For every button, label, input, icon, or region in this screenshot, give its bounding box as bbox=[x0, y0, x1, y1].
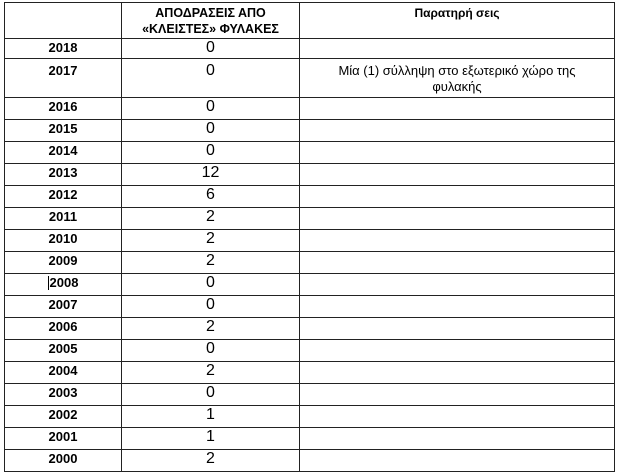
escapes-count-cell: 6 bbox=[122, 186, 300, 208]
escapes-count-cell: 1 bbox=[122, 428, 300, 450]
escapes-header-line-2: «ΚΛΕΙΣΤΕΣ» ΦΥΛΑΚΕΣ bbox=[142, 22, 279, 36]
year-value: 2009 bbox=[48, 253, 78, 268]
remarks-cell bbox=[300, 384, 615, 406]
table-row bbox=[5, 296, 615, 318]
remarks-cell bbox=[300, 362, 615, 384]
year-cell bbox=[5, 318, 122, 340]
remarks-cell bbox=[300, 296, 615, 318]
year-value: 2002 bbox=[48, 407, 78, 422]
remarks-cell bbox=[300, 186, 615, 208]
year-cell bbox=[5, 362, 122, 384]
year-cell bbox=[5, 274, 122, 296]
year-cell bbox=[5, 406, 122, 428]
remarks-cell bbox=[300, 98, 615, 120]
table-row bbox=[5, 406, 615, 428]
escapes-count-cell: 0 bbox=[122, 340, 300, 362]
table-row bbox=[5, 230, 615, 252]
year-cell bbox=[5, 98, 122, 120]
year-cell bbox=[5, 39, 122, 59]
escapes-count-cell: 0 bbox=[122, 98, 300, 120]
remarks-cell bbox=[300, 428, 615, 450]
escapes-count-cell: 0 bbox=[122, 120, 300, 142]
year-value: 2004 bbox=[48, 363, 78, 378]
table-row bbox=[5, 362, 615, 384]
year-value: 2018 bbox=[48, 40, 78, 55]
table-row bbox=[5, 274, 615, 296]
escapes-count-cell: 2 bbox=[122, 230, 300, 252]
remarks-cell bbox=[300, 340, 615, 362]
escapes-count-cell: 2 bbox=[122, 362, 300, 384]
escapes-count-cell: 2 bbox=[122, 318, 300, 340]
year-cell bbox=[5, 120, 122, 142]
table-row bbox=[5, 384, 615, 406]
escapes-count-cell: 0 bbox=[122, 296, 300, 318]
remarks-cell bbox=[300, 59, 615, 98]
year-value: 2011 bbox=[48, 209, 78, 224]
escapes-count-cell: 2 bbox=[122, 208, 300, 230]
table-row bbox=[5, 450, 615, 472]
table-body bbox=[5, 39, 615, 472]
year-value: 2008 bbox=[49, 275, 79, 290]
year-value: 2010 bbox=[48, 231, 78, 246]
year-cell bbox=[5, 142, 122, 164]
prison-escapes-table bbox=[4, 2, 615, 472]
remarks-cell bbox=[300, 230, 615, 252]
remarks-line: Μία (1) σύλληψη στο εξωτερικό χώρο της bbox=[338, 63, 576, 78]
escapes-count-cell: 0 bbox=[122, 59, 300, 98]
year-cell bbox=[5, 186, 122, 208]
year-value: 2014 bbox=[48, 143, 78, 158]
table-row bbox=[5, 208, 615, 230]
year-cell bbox=[5, 340, 122, 362]
escapes-count-cell: 0 bbox=[122, 142, 300, 164]
table-row bbox=[5, 164, 615, 186]
year-value: 2017 bbox=[48, 63, 78, 78]
text-cursor bbox=[48, 276, 49, 290]
year-value: 2016 bbox=[48, 99, 78, 114]
remarks-cell bbox=[300, 142, 615, 164]
remarks-cell bbox=[300, 274, 615, 296]
year-cell bbox=[5, 428, 122, 450]
year-cell bbox=[5, 208, 122, 230]
remarks-cell bbox=[300, 120, 615, 142]
table-row bbox=[5, 142, 615, 164]
year-value: 2012 bbox=[48, 187, 78, 202]
year-value: 2003 bbox=[48, 385, 78, 400]
year-value: 2005 bbox=[48, 341, 78, 356]
year-cell bbox=[5, 296, 122, 318]
year-cell bbox=[5, 450, 122, 472]
escapes-header-line-1: ΑΠΟΔΡΑΣΕΙΣ ΑΠΟ bbox=[155, 6, 266, 20]
escapes-header bbox=[122, 3, 300, 39]
remarks-header: Παρατηρή σεις bbox=[300, 3, 615, 39]
table-row bbox=[5, 428, 615, 450]
year-value: 2001 bbox=[48, 429, 78, 444]
escapes-count-cell: 0 bbox=[122, 39, 300, 59]
table-row bbox=[5, 340, 615, 362]
remarks-line: φυλακής bbox=[432, 79, 482, 94]
remarks-cell bbox=[300, 318, 615, 340]
year-value: 2007 bbox=[48, 297, 78, 312]
table-row bbox=[5, 252, 615, 274]
year-cell bbox=[5, 384, 122, 406]
year-cell bbox=[5, 230, 122, 252]
table-row bbox=[5, 39, 615, 59]
year-value: 2000 bbox=[48, 451, 78, 466]
year-cell bbox=[5, 59, 122, 98]
year-value: 2006 bbox=[48, 319, 78, 334]
remarks-cell bbox=[300, 208, 615, 230]
year-header bbox=[5, 3, 122, 39]
escapes-count-cell: 0 bbox=[122, 274, 300, 296]
escapes-count-cell: 1 bbox=[122, 406, 300, 428]
table-row bbox=[5, 59, 615, 98]
table-row bbox=[5, 120, 615, 142]
escapes-count-cell: 2 bbox=[122, 252, 300, 274]
year-value: 2015 bbox=[48, 121, 78, 136]
escapes-count-cell: 12 bbox=[122, 164, 300, 186]
remarks-cell bbox=[300, 450, 615, 472]
year-cell bbox=[5, 252, 122, 274]
escapes-count-cell: 0 bbox=[122, 384, 300, 406]
year-cell bbox=[5, 164, 122, 186]
year-value: 2013 bbox=[48, 165, 78, 180]
escapes-count-cell: 2 bbox=[122, 450, 300, 472]
remarks-cell bbox=[300, 39, 615, 59]
header-row bbox=[5, 3, 615, 39]
table-row bbox=[5, 98, 615, 120]
remarks-cell bbox=[300, 406, 615, 428]
table-row bbox=[5, 186, 615, 208]
table-row bbox=[5, 318, 615, 340]
remarks-cell bbox=[300, 164, 615, 186]
remarks-cell bbox=[300, 252, 615, 274]
